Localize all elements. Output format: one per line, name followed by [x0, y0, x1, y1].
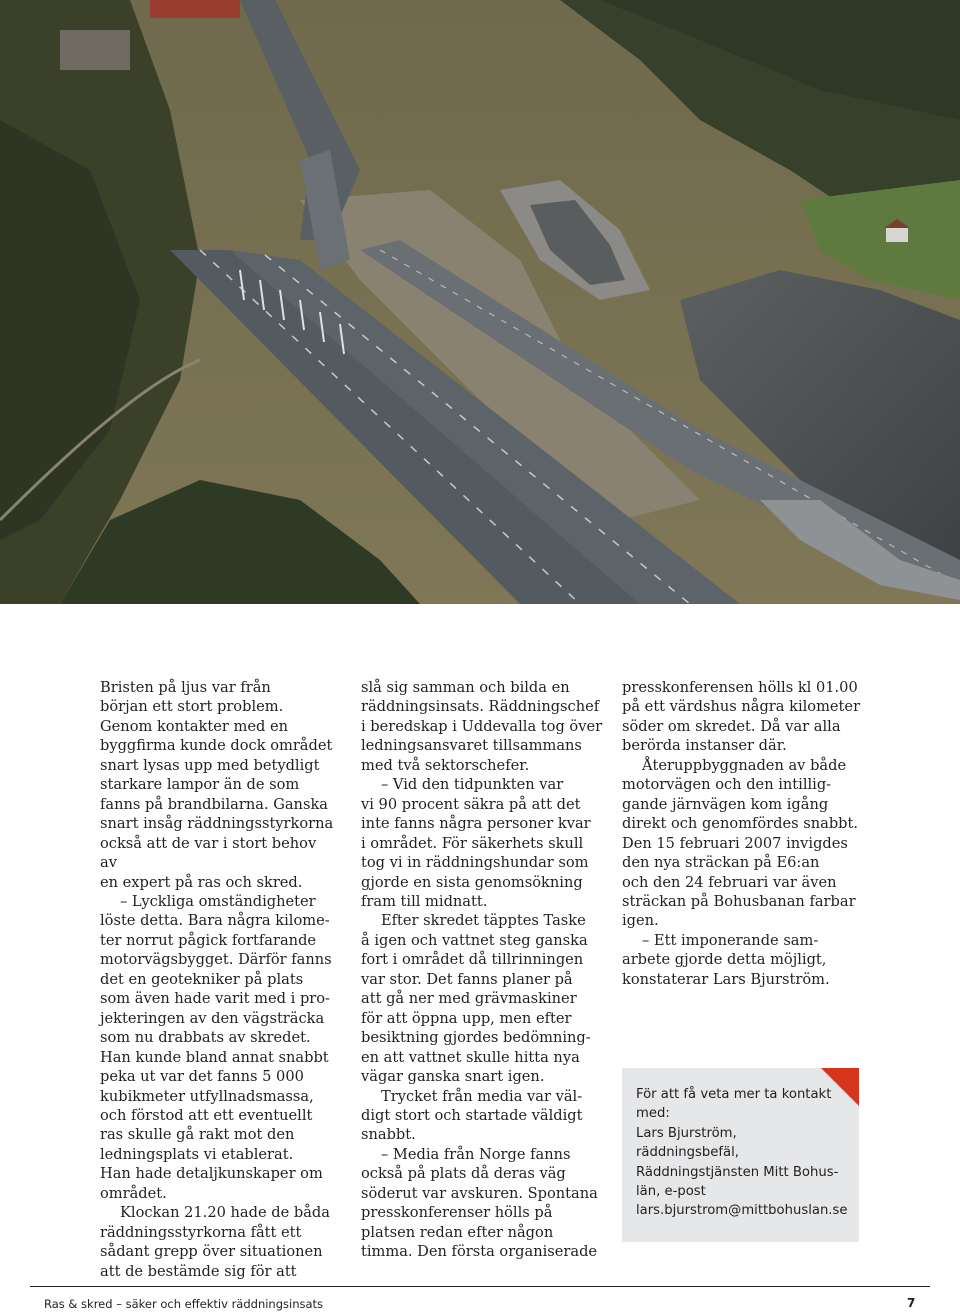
contact-email[interactable]: lars.bjurstrom@mittbohuslan.se — [636, 1203, 848, 1219]
paragraph: – Lyckliga omständigheter löste detta. Bara några kilome- ter norrut pågick fortfarande motorvägsbygget. Därför fanns det en geotekniker på plats som även hade varit med i pro- jekteringen av den vägsträcka som nu drabbats av skredet. Han kunde bland annat snabbt peka ut var det fanns 5 000 kubikmeter utfyllnadsmassa, och förstod att ett eventuellt ras skulle gå rakt mot den ledningsplats vi etablerat. Han hade detaljkunskaper om området. — [100, 892, 332, 1202]
aerial-landslide-motorway-photo-icon — [0, 0, 960, 604]
aerial-photo — [0, 0, 960, 604]
paragraph: Efter skredet täpptes Taske å igen och vattnet steg ganska fort i området då tillrinningen var stor. Det fanns planer på att gå ner med grävmaskiner för att öppna upp, men efter besiktning gjordes bedömning- en att vattnet skulle hitta nya vägar ganska snart igen. — [361, 912, 591, 1086]
page-number: 7 — [907, 1296, 916, 1310]
paragraph: Bristen på ljus var från början ett stort problem. Genom kontakter med en byggfirma kunde dock området snart lysas upp med betydligt starkare lampor än de som fanns på brandbilarna. Ganska snart insåg räddningsstyrkorna också att de var i stort behov av en expert på ras och skred. — [100, 679, 334, 891]
paragraph: Klockan 21.20 hade de båda räddningsstyrkorna fått ett sådant grepp över situationen att de bestämde sig för att — [100, 1204, 330, 1280]
paragraph: Trycket från media var väl- digt stort och startade väldigt snabbt. — [361, 1087, 583, 1144]
article-column-3 — [622, 678, 867, 989]
footer-divider — [30, 1286, 930, 1287]
paragraph: slå sig samman och bilda en räddningsinsats. Räddningschef i beredskap i Uddevalla tog över ledningsansvaret tillsammans med två sektorschefer. — [361, 679, 603, 774]
paragraph: – Media från Norge fanns också på plats då deras väg söderut var avskuren. Spontana presskonferenser hölls på platsen redan efter någon timma. Den första organiserade — [361, 1145, 598, 1261]
paragraph: Återuppbyggnaden av både motorvägen och den intillig- gande järnvägen kom igång direkt och genomfördes snabbt. Den 15 februari 2007 invigdes den nya sträckan på E6:an och den 24 februari var även sträckan på Bohusbanan farbar igen. — [622, 756, 859, 930]
article-column-2 — [361, 678, 606, 1262]
contact-info-box — [622, 1068, 859, 1242]
article-column-1 — [100, 678, 335, 1281]
footer-title: Ras & skred – säker och effektiv räddningsinsats — [44, 1297, 324, 1311]
paragraph: – Vid den tidpunkten var vi 90 procent säkra på att det inte fanns några personer kvar i området. För säkerhets skull tog vi in räddningshundar som gjorde en sista genomsökning fram till midnatt. — [361, 776, 591, 910]
contact-info-text: För att få veta mer ta kontakt med: Lars Bjurström, räddningsbefäl, Räddningstjänsten Mitt Bohus- län, e-post lars.bjurstrom@mittbohuslan.se — [636, 1085, 836, 1221]
paragraph: presskonferensen hölls kl 01.00 på ett värdshus några kilometer söder om skredet. Då var alla berörda instanser där. — [622, 679, 861, 755]
paragraph: – Ett imponerande sam- arbete gjorde detta möjligt, konstaterar Lars Bjurström. — [622, 931, 830, 988]
